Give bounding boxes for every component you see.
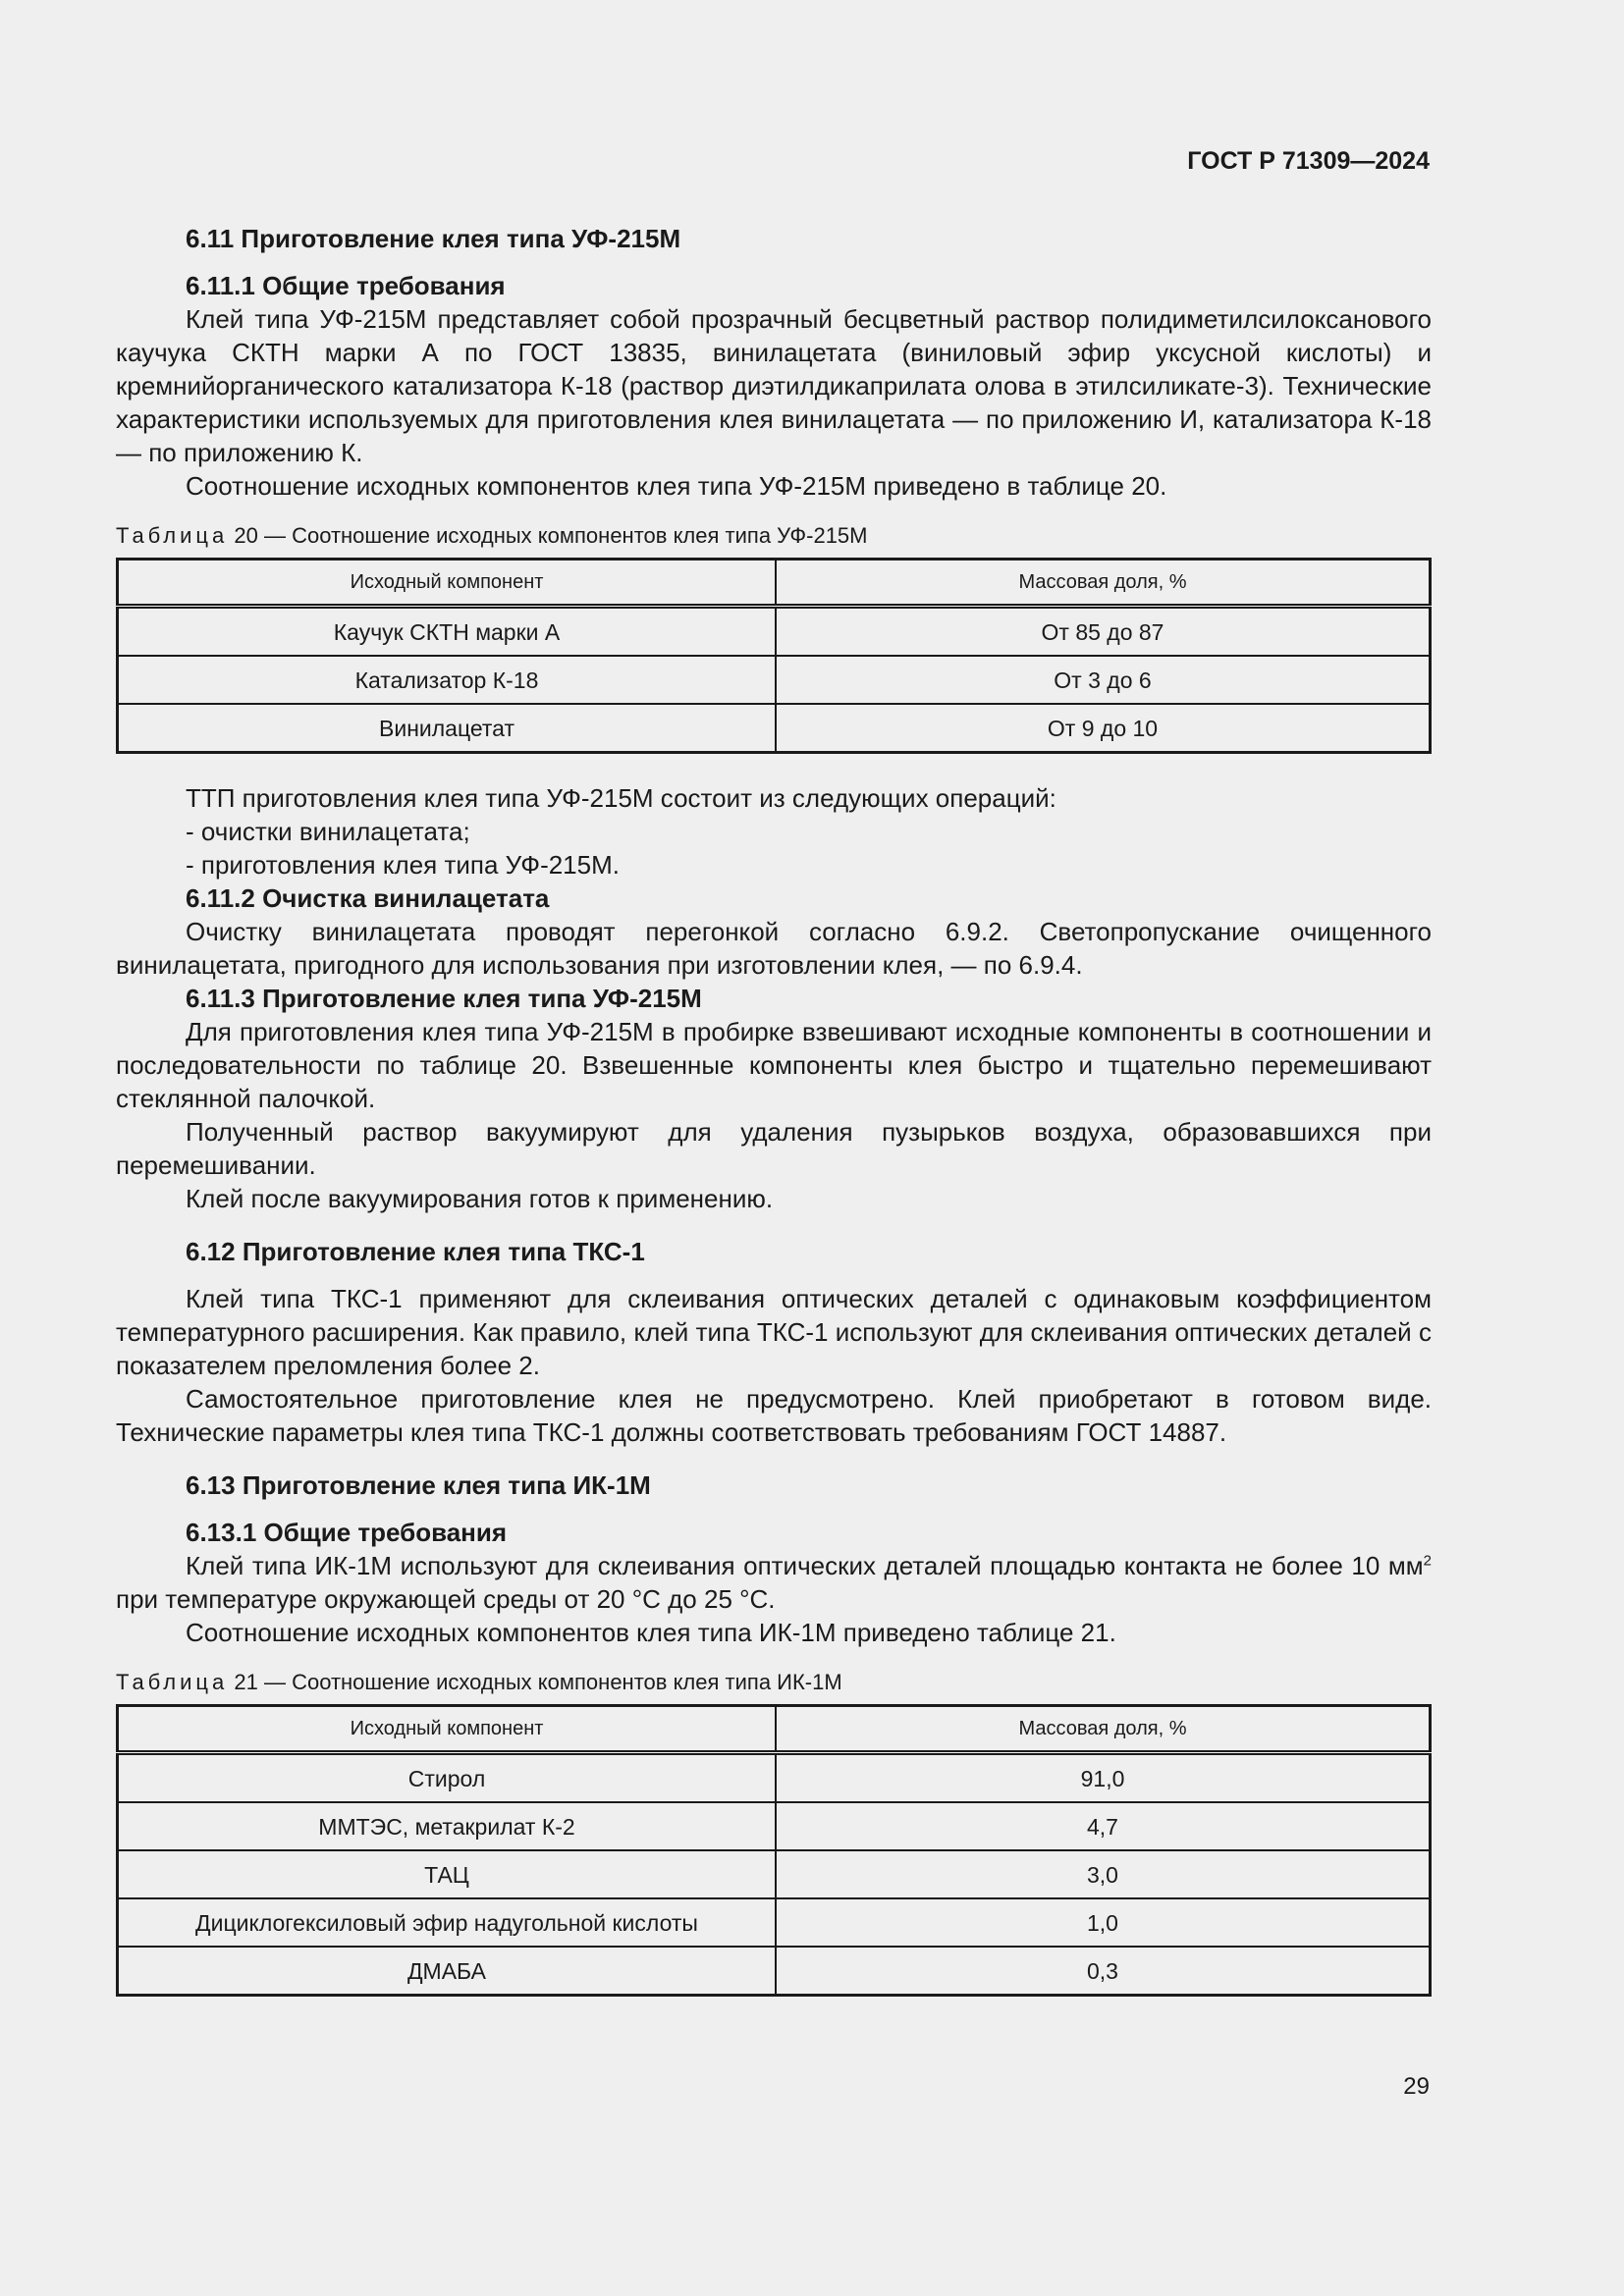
table-cell: От 9 до 10 [776, 704, 1431, 753]
table-cell: 91,0 [776, 1753, 1431, 1803]
section-6-12-title: 6.12 Приготовление клея типа ТКС-1 [186, 1237, 645, 1266]
paragraph: Самостоятельное приготовление клея не предусмотрено. Клей приобретают в готовом виде. Технические параметры клея типа ТКС-1 должны соответствовать требованиям ГОСТ 14887. [116, 1384, 1432, 1447]
paragraph: Клей типа УФ-215М представляет собой прозрачный бесцветный раствор полидиметилсилоксанового каучука СКТН марки А по ГОСТ 13835, винилацетата (виниловый эфир уксусной кислоты) и кремнийорганического катализатора К-18 (раствор диэтилдикаприлата олова в этилсиликате-3). Технические характеристики используемых для приготовления клея винилацетата — по приложению И, катализатора К-18 — по приложению К. [116, 304, 1432, 467]
table-cell: 0,3 [776, 1947, 1431, 1996]
column-header: Массовая доля, % [776, 560, 1431, 607]
paragraph: Полученный раствор вакуумируют для удаления пузырьков воздуха, образовавшихся при перемешивании. [116, 1117, 1432, 1180]
paragraph: Клей после вакуумирования готов к применению. [186, 1184, 774, 1213]
table-row [118, 1947, 1431, 1996]
table-row [118, 1850, 1431, 1898]
list-item: - приготовления клея типа УФ-215М. [186, 850, 620, 880]
column-header: Исходный компонент [118, 560, 777, 607]
section-6-11-3-title: 6.11.3 Приготовление клея типа УФ-215М [186, 984, 702, 1013]
column-header: Массовая доля, % [776, 1706, 1431, 1753]
table-cell: 4,7 [776, 1802, 1431, 1850]
table-row [118, 1802, 1431, 1850]
table-cell: Дициклогексиловый эфир надугольной кислоты [118, 1898, 777, 1947]
superscript: 2 [1423, 1552, 1432, 1570]
section-6-11-title: 6.11 Приготовление клея типа УФ-215М [186, 224, 681, 253]
caption-label: Таблица [116, 523, 229, 548]
paragraph: Клей типа ТКС-1 применяют для склеивания оптических деталей с одинаковым коэффициентом температурного расширения. Как правило, клей типа ТКС-1 используют для склеивания оптических деталей с показателем преломления более 2. [116, 1284, 1432, 1380]
table-row [118, 704, 1431, 753]
paragraph: Соотношение исходных компонентов клея типа ИК-1М приведено таблице 21. [186, 1618, 1116, 1647]
table-cell: ДМАБА [118, 1947, 777, 1996]
table-row [118, 1753, 1431, 1803]
document-id-header: ГОСТ Р 71309—2024 [1187, 147, 1430, 175]
caption-text: 20 — Соотношение исходных компонентов клея типа УФ-215М [228, 523, 868, 548]
table-20-caption [116, 522, 1432, 550]
text-fragment: при температуре окружающей среды от 20 °С до 25 °С. [116, 1584, 776, 1614]
table-row [118, 607, 1431, 657]
paragraph: Для приготовления клея типа УФ-215М в пробирке взвешивают исходные компоненты в соотношении и последовательности по таблице 20. Взвешенные компоненты клея быстро и тщательно перемешивают стеклянной палочкой. [116, 1017, 1432, 1113]
table-cell: От 85 до 87 [776, 607, 1431, 657]
table-cell: 3,0 [776, 1850, 1431, 1898]
table-header-row [118, 1706, 1431, 1753]
paragraph [116, 1549, 1432, 1616]
list-item: - очистки винилацетата; [186, 817, 470, 846]
text-fragment: Клей типа ИК-1М используют для склеивания оптических деталей площадью контакта не более 10 мм [186, 1551, 1424, 1580]
column-header: Исходный компонент [118, 1706, 777, 1753]
table-cell: 1,0 [776, 1898, 1431, 1947]
table-cell: Каучук СКТН марки А [118, 607, 777, 657]
table-row [118, 656, 1431, 704]
table-20 [116, 558, 1432, 754]
table-cell: От 3 до 6 [776, 656, 1431, 704]
section-6-11-1-title: 6.11.1 Общие требования [186, 271, 506, 300]
paragraph: ТТП приготовления клея типа УФ-215М состоит из следующих операций: [186, 783, 1056, 813]
document-body [116, 222, 1432, 2024]
section-6-13-title: 6.13 Приготовление клея типа ИК-1М [186, 1470, 651, 1500]
table-cell: ТАЦ [118, 1850, 777, 1898]
table-cell: Катализатор К-18 [118, 656, 777, 704]
table-21-caption [116, 1669, 1432, 1696]
table-cell: Винилацетат [118, 704, 777, 753]
caption-text: 21 — Соотношение исходных компонентов клея типа ИК-1М [228, 1670, 842, 1694]
caption-label: Таблица [116, 1670, 229, 1694]
paragraph: Соотношение исходных компонентов клея типа УФ-215М приведено в таблице 20. [186, 471, 1167, 501]
section-6-11-2-title: 6.11.2 Очистка винилацетата [186, 883, 550, 913]
page-number: 29 [1403, 2073, 1430, 2100]
table-row [118, 1898, 1431, 1947]
table-cell: Стирол [118, 1753, 777, 1803]
paragraph: Очистку винилацетата проводят перегонкой согласно 6.9.2. Светопропускание очищенного винилацетата, пригодного для использования при изготовлении клея, — по 6.9.4. [116, 917, 1432, 980]
section-6-13-1-title: 6.13.1 Общие требования [186, 1518, 508, 1547]
table-21 [116, 1704, 1432, 1997]
table-header-row [118, 560, 1431, 607]
table-cell: ММТЭС, метакрилат К-2 [118, 1802, 777, 1850]
